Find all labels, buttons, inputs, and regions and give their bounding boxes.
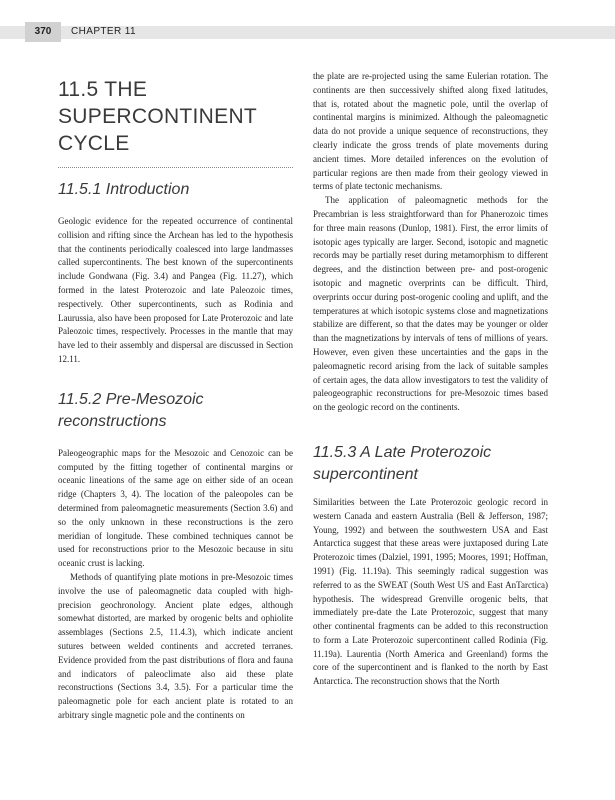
paragraph-pre-mesozoic-2: Methods of quantifying plate motions in pre-Mesozoic times involve the use of paleomagnetic data coupled with high-precision geochronology. Ancient plate edges, although somewhat distorted, are marked by orogenic belts and ophiolite assemblages (Sections 2.5, 11.4.3), which indicate ancient sutures between welded continents and accreted terranes. Evidence provided from the past distributions of flora and fauna and indicators of paleoclimate also aid these plate reconstructions (Sections 3.4, 3.5). For a particular time the paleomagnetic pole for each ancient plate is rotated to an arbitrary single magnetic pole and the continents on	[58, 571, 293, 720]
running-header	[0, 22, 615, 42]
paragraph-introduction: Geologic evidence for the repeated occurrence of continental collision and rifting since the Archean has led to the hypothesis that the continents periodically coalesced into large landmasses called supercontinents. The best known of the supercontinents include Gondwana (Fig. 3.4) and Pangea (Fig. 11.27), which formed in the latest Proterozoic and late Paleozoic times, respectively. Other supercontinents, such as Rodinia and Laurussia, also have been proposed for Late Proterozoic and late Paleozoic times, respectively. Processes in the mantle that may have led to their assembly and dispersal are discussed in Section 12.11.	[58, 216, 293, 364]
subsection-title-pre-mesozoic: 11.5.2 Pre-Mesozoic reconstructions	[58, 390, 204, 430]
paragraph-late-proterozoic: Similarities between the Late Proterozoic geologic record in western Canada and eastern Australia (Bell & Jefferson, 1987; Young, 1992) and between the southwestern USA and East Antarctica suggest that these areas were juxtaposed during Late Proterozoic times (Dalziel, 1991, 1995; Moores, 1991; Hoffman, 1991) (Fig. 11.19a). This seemingly radical suggestion was referred to as the SWEAT (South West US and East AnTarctica) hypothesis. The widespread Grenville orogenic belts, that immediately pre-date the Late Proterozoic, suggest that many other continental fragments can be added to this reconstruction to form a Late Proterozoic supercontinent called Rodinia (Fig. 11.19a). Laurentia (North America and Greenland) forms the core of the supercontinent and is flanked to the north by East Antarctica. The reconstruction shows that the North	[313, 496, 548, 687]
chapter-label: CHAPTER 11	[71, 26, 136, 37]
section-title: 11.5 THE SUPERCONTINENT CYCLE	[58, 78, 257, 155]
subsection-title-late-proterozoic: 11.5.3 A Late Proterozoic supercontinent	[313, 443, 492, 483]
page-number: 370	[25, 22, 61, 42]
right-column	[313, 70, 548, 689]
left-column	[58, 70, 293, 723]
paragraph-pre-mesozoic-4: The application of paleomagnetic methods for the Precambrian is less straightforward than for Phanerozoic times for three main reasons (Dunlop, 1981). First, the error limits of isotopic ages typically are larger. Second, isotopic and magnetic records may be partially reset during metamorphism to different degrees, and the distinction between pre- and post-orogenic isotopic and magnetic overprints can be difficult. Third, overprints occur during post-orogenic cooling and uplift, and the temperatures at which isotopic systems close and magnetizations stabilize are different, so that the dates may be younger or older than the magnetizations by intervals of tens of millions of years. However, even given these uncertainties and the gaps in the paleomagnetic record arising from the lack of suitable samples of certain ages, the data allow investigators to test the validity of paleogeographic reconstructions for pre-Mesozoic times based on the geologic record on the continents.	[313, 195, 548, 413]
paragraph-pre-mesozoic-1: Paleogeographic maps for the Mesozoic and Cenozoic can be computed by the fitting together of continental margins or oceanic lineations of the same age on either side of an ocean ridge (Chapters 3, 4). The location of the paleopoles can be determined from paleomagnetic measurements (Section 3.6) and so the only unknown in these reconstructions is the zero meridian of longitude. These combined techniques cannot be used for reconstructions prior to the Mesozoic because in situ oceanic crust is lacking.	[58, 447, 293, 569]
dotted-divider	[58, 167, 293, 168]
subsection-title-introduction: 11.5.1 Introduction	[58, 181, 190, 198]
paragraph-pre-mesozoic-3: the plate are re-projected using the same Eulerian rotation. The continents are then successively shifted along fixed latitudes, that is, rotated about the magnetic pole, until the overlap of continental margins is minimized. Although the paleomagnetic data do not provide a unique sequence of reconstructions, they clearly indicate the gross trends of plate movements during ancient times. More detailed inferences on the evolution of particular regions are then made from their geology viewed in terms of plate tectonic mechanisms.	[313, 71, 548, 192]
